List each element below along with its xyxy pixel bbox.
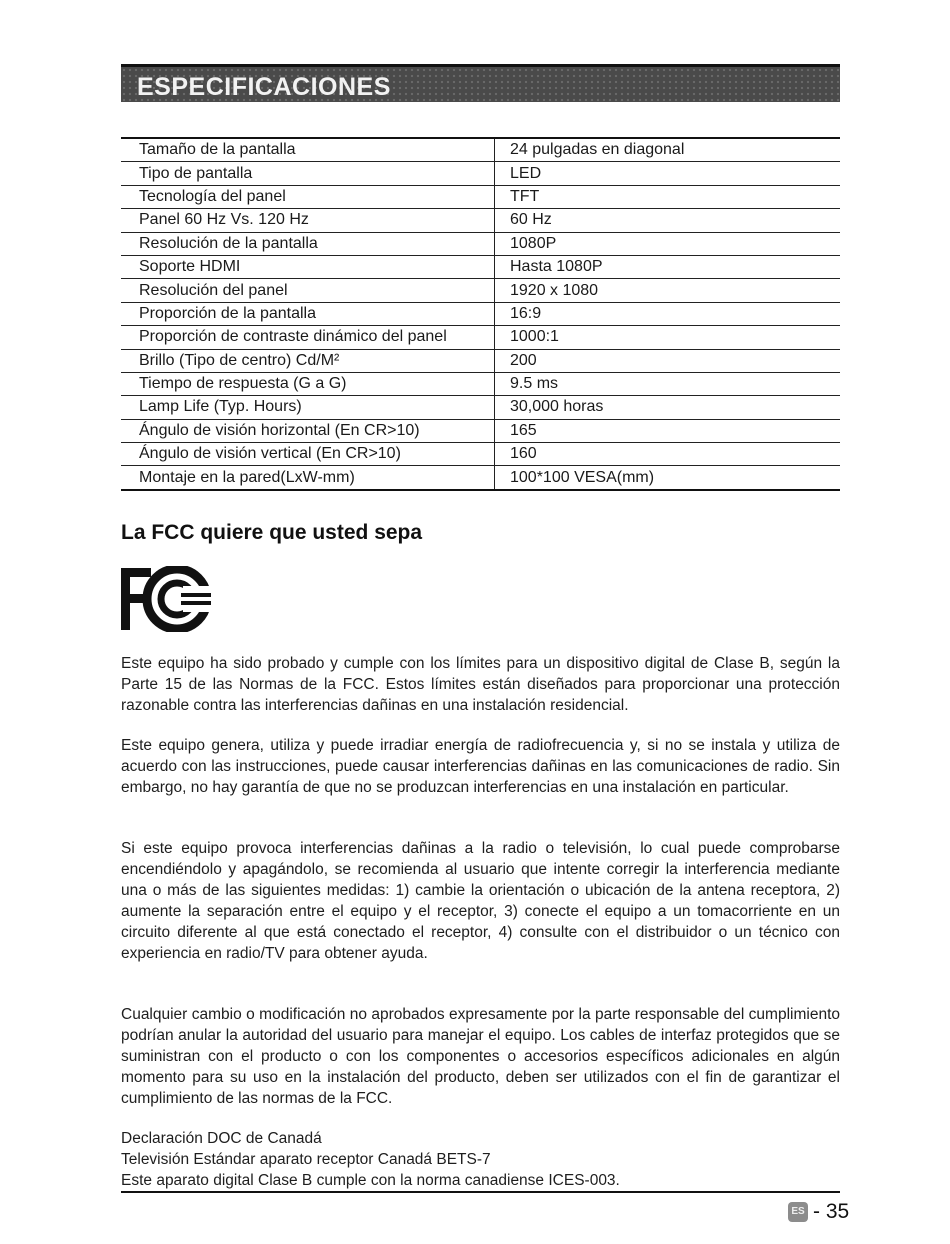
spec-value: 1000:1 — [495, 326, 841, 349]
spec-row — [121, 162, 840, 185]
spec-label: Ángulo de visión horizontal (En CR>10) — [121, 419, 495, 442]
canada-declaration — [121, 1128, 620, 1191]
declaration-line: Este aparato digital Clase B cumple con la norma canadiense ICES-003. — [121, 1172, 620, 1189]
spec-row — [121, 326, 840, 349]
spec-value: 24 pulgadas en diagonal — [495, 138, 841, 162]
spec-label: Resolución de la pantalla — [121, 232, 495, 255]
spec-value: Hasta 1080P — [495, 255, 841, 278]
page-number — [788, 1200, 849, 1224]
spec-row — [121, 396, 840, 419]
spec-label: Montaje en la pared(LxW-mm) — [121, 466, 495, 490]
spec-value: TFT — [495, 185, 841, 208]
spec-row — [121, 419, 840, 442]
spec-label: Soporte HDMI — [121, 255, 495, 278]
spec-label: Brillo (Tipo de centro) Cd/M² — [121, 349, 495, 372]
spec-label: Proporción de contraste dinámico del panel — [121, 326, 495, 349]
spec-row — [121, 302, 840, 325]
spec-label: Tecnología del panel — [121, 185, 495, 208]
section-title: ESPECIFICACIONES — [137, 73, 391, 101]
spec-label: Tamaño de la pantalla — [121, 138, 495, 162]
spec-value: 60 Hz — [495, 209, 841, 232]
declaration-line: Declaración DOC de Canadá — [121, 1130, 322, 1147]
spec-row — [121, 443, 840, 466]
spec-value: 160 — [495, 443, 841, 466]
spec-label: Resolución del panel — [121, 279, 495, 302]
fcc-paragraph: Cualquier cambio o modificación no aprobados expresamente por la parte responsable del cumplimiento podrían anular la autoridad del usuario para manejar el equipo. Los cables de interfaz protegidos que se suministran con el producto o con los componentes o accesorios específicos adicionales en algún momento para su uso en la instalación del producto, deben ser utilizados con el fin de garantizar el cumplimiento de las normas de la FCC. — [121, 1006, 840, 1107]
spec-row — [121, 372, 840, 395]
spec-row — [121, 279, 840, 302]
declaration-line: Televisión Estándar aparato receptor Canadá BETS-7 — [121, 1151, 491, 1168]
spec-row — [121, 232, 840, 255]
fcc-heading: La FCC quiere que usted sepa — [121, 521, 423, 544]
spec-value: 9.5 ms — [495, 372, 841, 395]
specifications-table — [121, 137, 840, 491]
spec-label: Proporción de la pantalla — [121, 302, 495, 325]
fcc-paragraph: Este equipo genera, utiliza y puede irradiar energía de radiofrecuencia y, si no se instala y utiliza de acuerdo con las instrucciones, puede causar interferencias dañinas en las comunicaciones de radio. Sin embargo, no hay garantía de que no se produzcan interferencias en una instalación en particular. — [121, 737, 840, 796]
spec-row — [121, 255, 840, 278]
language-badge-icon: ES — [788, 1202, 808, 1222]
spec-value: LED — [495, 162, 841, 185]
fcc-paragraph: Este equipo ha sido probado y cumple con los límites para un dispositivo digital de Clase B, según la Parte 15 de las Normas de la FCC. Estos límites están diseñados para proporcionar una protección razonable contra las interferencias dañinas en una instalación residencial. — [121, 655, 840, 714]
spec-label: Panel 60 Hz Vs. 120 Hz — [121, 209, 495, 232]
footer-rule — [121, 1191, 840, 1193]
spec-value: 100*100 VESA(mm) — [495, 466, 841, 490]
section-header-banner — [121, 64, 840, 102]
spec-label: Ángulo de visión vertical (En CR>10) — [121, 443, 495, 466]
spec-row — [121, 209, 840, 232]
spec-label: Tipo de pantalla — [121, 162, 495, 185]
spec-label: Tiempo de respuesta (G a G) — [121, 372, 495, 395]
spec-row — [121, 138, 840, 162]
spec-row — [121, 349, 840, 372]
fcc-logo-icon — [121, 566, 211, 637]
spec-value: 165 — [495, 419, 841, 442]
spec-value: 1080P — [495, 232, 841, 255]
spec-value: 1920 x 1080 — [495, 279, 841, 302]
spec-value: 200 — [495, 349, 841, 372]
fcc-paragraph: Si este equipo provoca interferencias dañinas a la radio o televisión, lo cual puede comprobarse encendiéndolo y apagándolo, se recomienda al usuario que intente corregir la interferencia mediante una o más de las siguientes medidas: 1) cambie la orientación o ubicación de la antena receptora, 2) aumente la separación entre el equipo y el receptor, 3) conecte el equipo a un tomacorriente en un circuito diferente al que está conectado el receptor, 4) consulte con el distribuidor o un técnico con experiencia en radio/TV para obtener ayuda. — [121, 840, 840, 962]
page-number-text: - 35 — [813, 1200, 850, 1223]
spec-value: 30,000 horas — [495, 396, 841, 419]
spec-label: Lamp Life (Typ. Hours) — [121, 396, 495, 419]
spec-row — [121, 466, 840, 490]
spec-row — [121, 185, 840, 208]
spec-value: 16:9 — [495, 302, 841, 325]
